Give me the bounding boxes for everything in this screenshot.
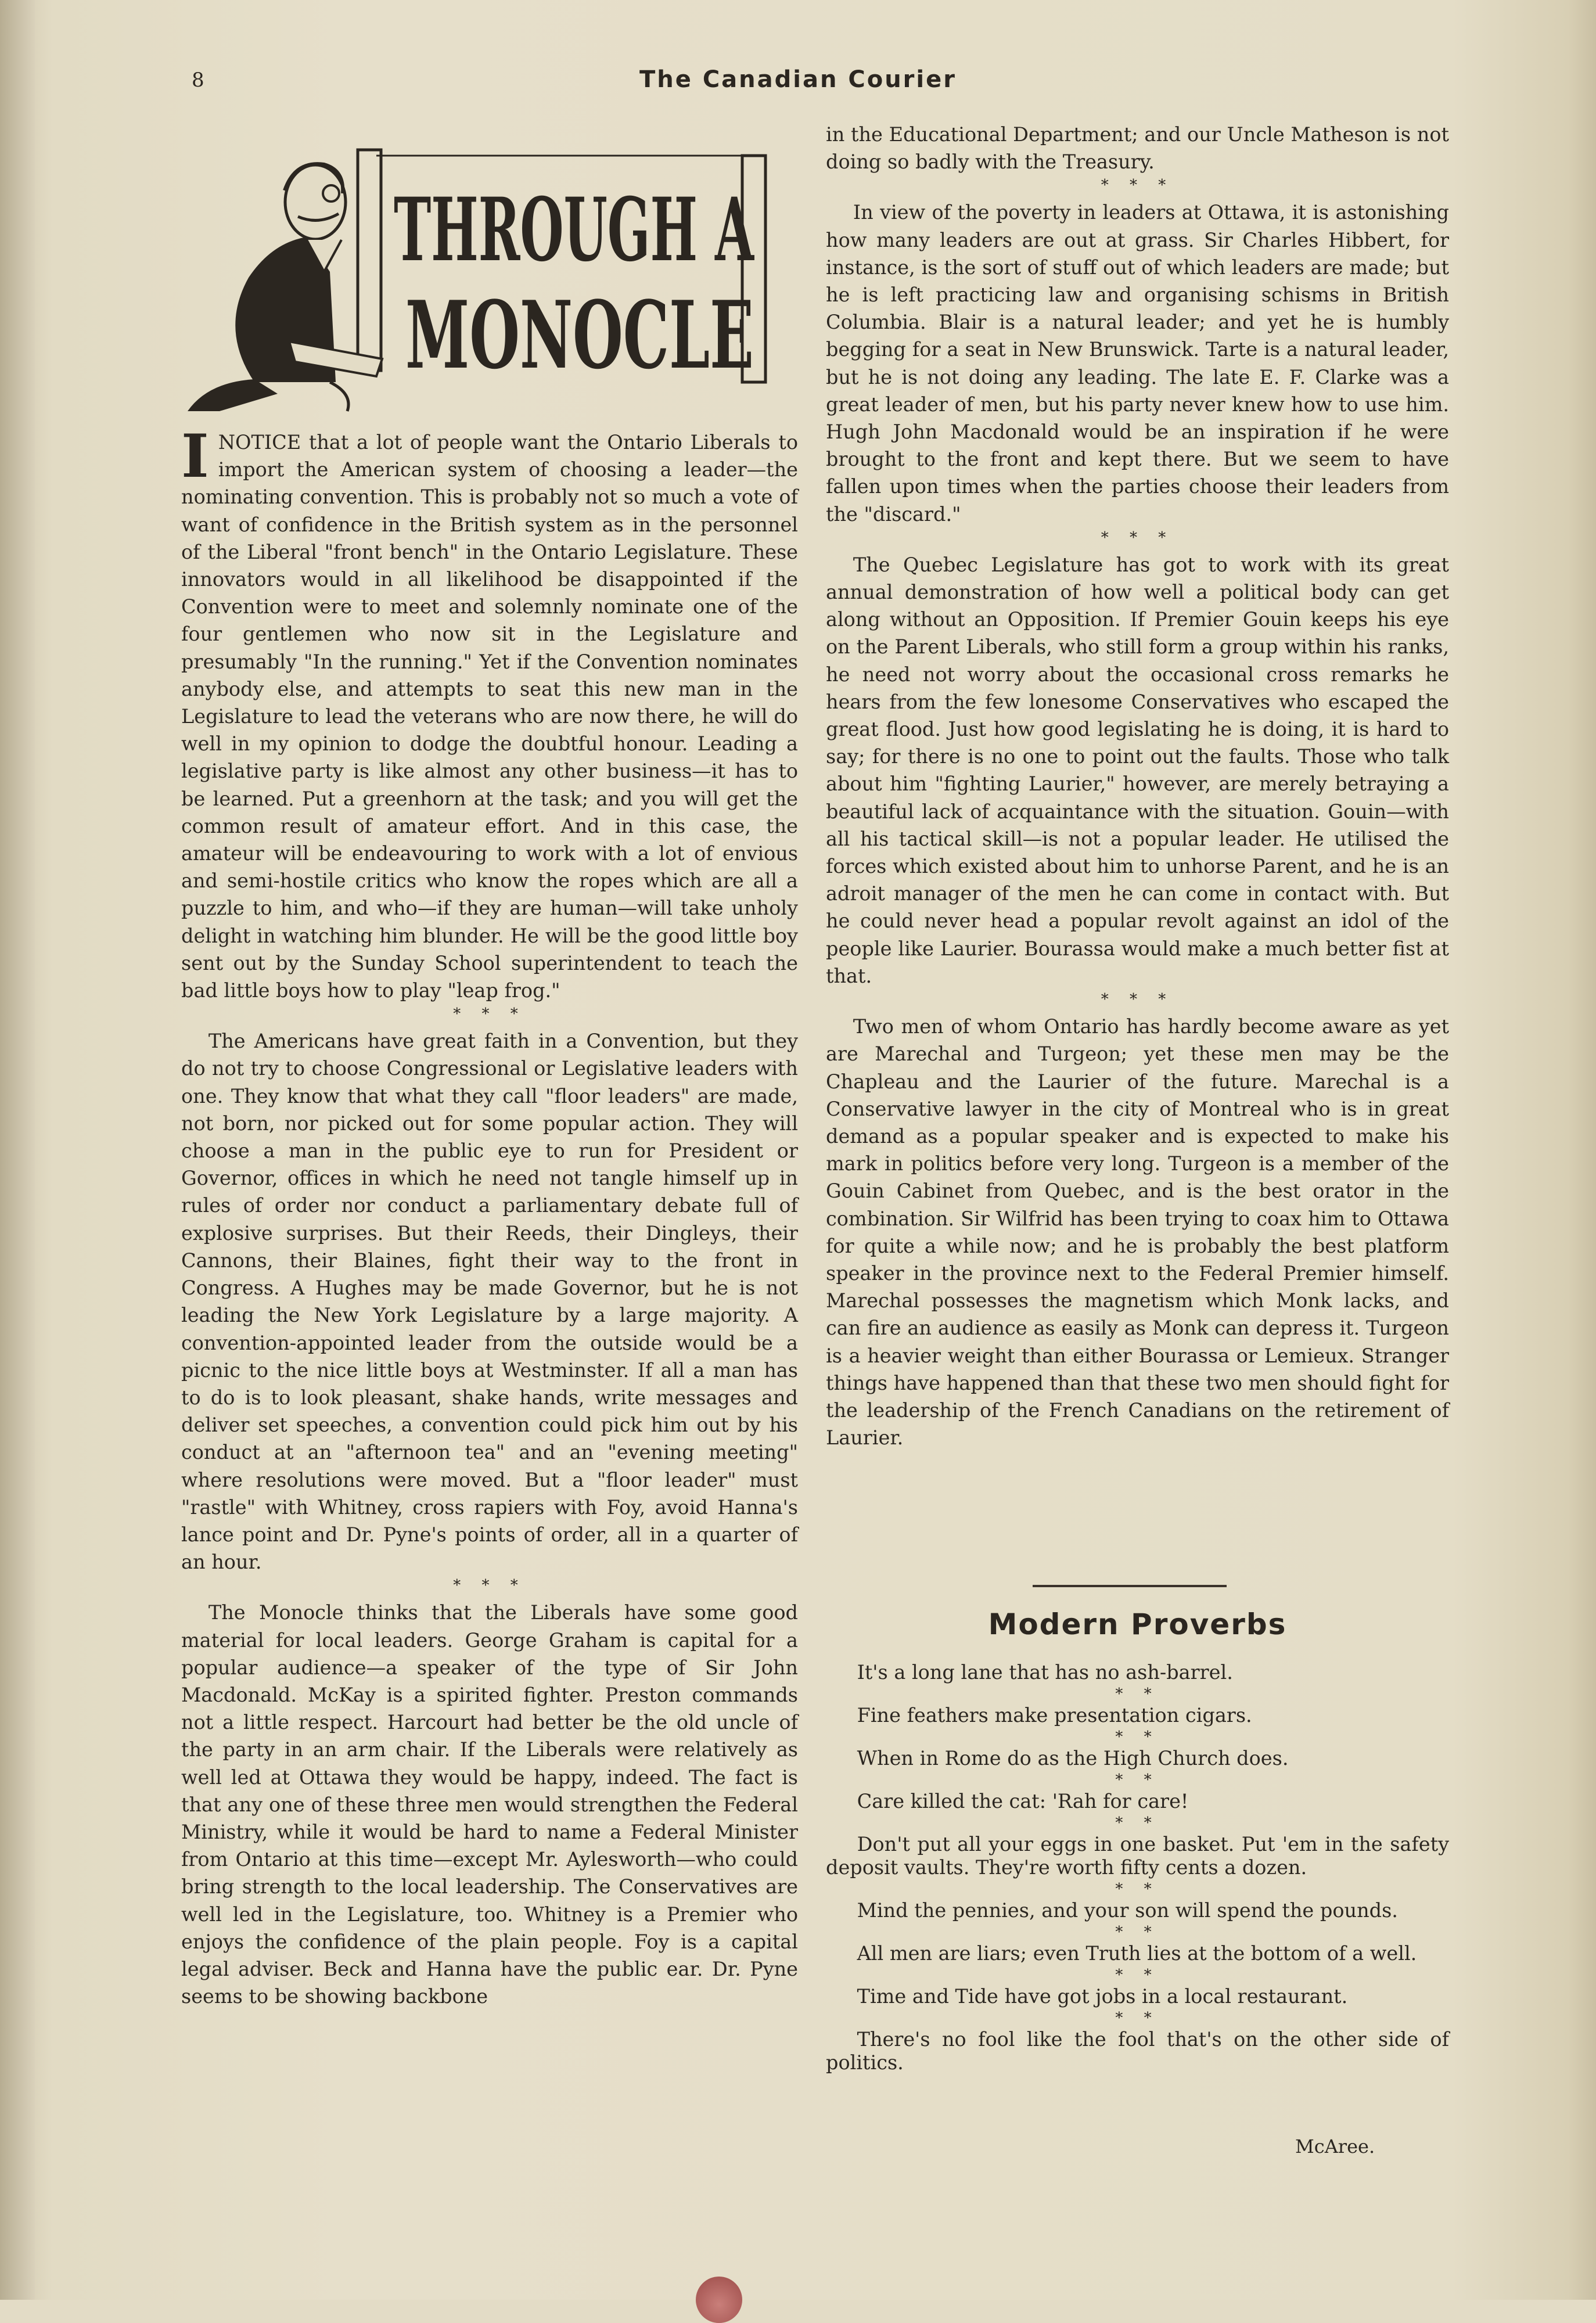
section-break: * * *	[453, 1577, 526, 1595]
section-break: * * *	[1101, 528, 1174, 546]
section-break: * * *	[1101, 991, 1174, 1009]
through-a-monocle-logo	[185, 138, 801, 416]
article-paragraph: In view of the poverty in leaders at Ottawa, it is astonishing how many leaders are out at grass. Sir Charles Hibbert, for instance, is the sort of stuff out of which leaders are made; but he is left practicing law and organising schisms in British Columbia. Blair is a natural leader; and yet he is humbly begging for a seat in New Brunswick. Tarte is a natural leader, but he is not doing any leading. The late E. F. Clarke was a great leader of men, but his party never knew how to use him. Hugh John Macdonald would be an inspiration if he were brought to the front and kept there. But we seem to have fallen upon times when the parties choose their leaders from the "discard."	[826, 201, 1449, 526]
logo-line-2: MONOCLE	[405, 281, 754, 390]
divider-rule	[1033, 1585, 1227, 1587]
masthead-title: The Canadian Courier	[639, 66, 957, 93]
proverb-item: Fine feathers make presentation cigars.	[857, 1704, 1252, 1727]
proverb-item: All men are liars; even Truth lies at the bottom of a well.	[857, 1942, 1417, 1965]
section-break: * * *	[1101, 177, 1174, 195]
gentleman-illustration	[188, 164, 382, 411]
proverb-separator: * *	[1115, 2009, 1160, 2027]
article-column-right	[826, 121, 1449, 1451]
drop-cap: I	[181, 422, 209, 491]
proverb-separator: * *	[1115, 1966, 1160, 1984]
proverb-separator: * *	[1115, 1814, 1160, 1832]
proverb-item: Care killed the cat: 'Rah for care!	[857, 1790, 1189, 1813]
binding-edge	[0, 0, 35, 2300]
article-column-left	[181, 422, 798, 2010]
proverb-separator: * *	[1115, 1923, 1160, 1941]
proverb-separator: * *	[1115, 1728, 1160, 1746]
proverb-separator: * *	[1115, 1880, 1160, 1898]
article-paragraph: in the Educational Department; and our Uncle Matheson is not doing so badly with the Treasury.	[826, 123, 1449, 174]
article-paragraph: Two men of whom Ontario has hardly become aware as yet are Marechal and Turgeon; yet these men may be the Chapleau and the Laurier of the future. Marechal is a Conservative lawyer in the city of Montreal who is in great demand as a popular speaker and is expected to make his mark in politics before very long. Turgeon is a member of the Gouin Cabinet from Quebec, and is the best orator in the combination. Sir Wilfrid has been trying to coax him to Ottawa for quite a while now; and he is probably the best platform speaker in the province next to the Federal Premier himself. Marechal possesses the magnetism which Monk lacks, and can fire an audience as easily as Monk can depress it. Turgeon is a heavier weight than either Bourassa or Lemieux. Stranger things have happened than that these two men should fight for the leadership of the French Canadians on the retirement of Laurier.	[826, 1015, 1449, 1450]
article-paragraph: The Americans have great faith in a Convention, but they do not try to choose Congressional or Legislative leaders with one. They know that what they call "floor leaders" are made, not born, nor picked out for some popular action. They will choose a man in the public eye to run for President or Governor, offices in which he need not tangle himself up in rules of order nor conduct a parliamentary debate full of explosive surprises. But their Reeds, their Dingleys, their Cannons, their Blaines, fight their way to the front in Congress. A Hughes may be made Governor, but he is not leading the New York Legislature by a large majority. A convention-appointed leader from the outside would be a picnic to the nice little boys at Westminster. If all a man has to do is to look pleasant, shake hands, write messages and deliver set speeches, a convention could pick him out by his conduct at an "afternoon tea" and an "evening meeting" where resolutions were moved. But a "floor leader" must "rastle" with Whitney, cross rapiers with Foy, avoid Hanna's lance point and Dr. Pyne's points of order, all in a quarter of an hour.	[181, 1030, 798, 1574]
proverb-separator: * *	[1115, 1771, 1160, 1789]
bottom-sticker	[696, 2277, 742, 2323]
proverb-item: When in Rome do as the High Church does.	[857, 1747, 1289, 1770]
proverb-item: Don't put all your eggs in one basket. Put 'em in the safety deposit vaults. They're worth fifty cents a dozen.	[826, 1833, 1449, 1879]
proverbs-heading: Modern Proverbs	[988, 1608, 1287, 1641]
proverb-separator: * *	[1115, 1685, 1160, 1703]
proverb-item: There's no fool like the fool that's on the other side of politics.	[826, 2028, 1449, 2074]
section-break: * * *	[453, 1005, 526, 1023]
article-paragraph: The Monocle thinks that the Liberals have some good material for local leaders. George Graham is capital for a popular audience—a speaker of the type of Sir John Macdonald. McKay is a spirited fighter. Preston commands not a little respect. Harcourt had better be the old uncle of the party in an arm chair. If the Liberals were relatively as well led at Ottawa they would be happy, indeed. The fact is that any one of these three men would strengthen the Federal Ministry, while it would be hard to name a Federal Minister from Ontario at this time—except Mr. Aylesworth—who could bring strength to the local leadership. The Conservatives are well led in the Legislature, too. Whitney is a Premier who enjoys the confidence of the plain people. Foy is a capital legal adviser. Beck and Hanna have the public ear. Dr. Pyne seems to be showing backbone	[181, 1601, 798, 2008]
page-header	[0, 66, 1596, 103]
proverb-item: It's a long lane that has no ash-barrel.	[857, 1661, 1233, 1684]
proverbs-list	[826, 1661, 1449, 2074]
proverb-item: Time and Tide have got jobs in a local restaurant.	[857, 1985, 1348, 2008]
article-paragraph: INOTICE that a lot of people want the Ontario Liberals to import the American system of choosing a leader—the nominating convention. This is probably not so much a vote of want of confidence in the British system as in the personnel of the Liberal "front bench" in the Ontario Legislature. These innovators would in all likelihood be disappointed if the Convention were to meet and solemnly nominate one of the four gentlemen who now sit in the Legislature and presumably "In the running." Yet if the Convention nominates anybody else, and attempts to seat this new man in the Legislature to lead the veterans who are now there, he will do well in my opinion to dodge the doubtful honour. Leading a legislative party is like almost any other business—it has to be learned. Put a greenhorn at the task; and you will get the common result of amateur effort. And in this case, the amateur will be endeavouring to work with a lot of envious and semi-hostile critics who know the ropes which are all a puzzle to him, and who—if they are human—will take unholy delight in watching him blunder. He will be the good little boy sent out by the Sunday School superintendent to teach the bad little boys how to play "leap frog."	[181, 422, 798, 1002]
proverb-item: Mind the pennies, and your son will spend the pounds.	[857, 1899, 1398, 1922]
page-number: 8	[192, 69, 204, 92]
author-signature: McAree.	[1295, 2135, 1375, 2157]
logo-line-1: THROUGH A	[394, 179, 755, 281]
article-paragraph: The Quebec Legislature has got to work with its great annual demonstration of how well a political body can get along without an Opposition. If Premier Gouin keeps his eye on the Parent Liberals, who still form a group within his ranks, he need not worry about the occasional cross remarks he hears from the few lonesome Conservatives who escaped the great flood. Just how good legislating he is doing, it is hard to say; for there is no one to point out the faults. Those who talk about him "fighting Laurier," however, are merely betraying a beautiful lack of acquaintance with the situation. Gouin—with all his tactical skill—is not a popular leader. He utilised the forces which existed about him to unhorse Parent, and he is an adroit manager of the men he can come in contact with. But he could never head a popular revolt against an idol of the people like Laurier. Bourassa would make a much better fist at that.	[826, 553, 1449, 987]
